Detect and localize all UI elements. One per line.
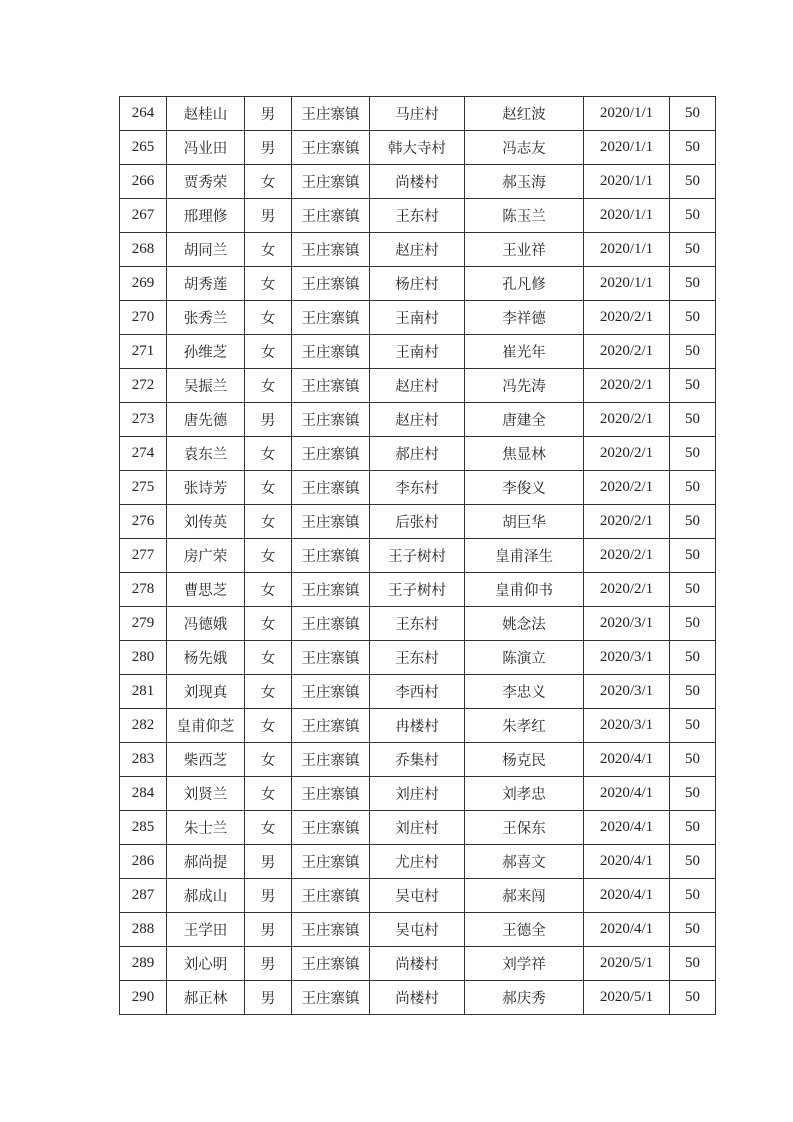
town-cell: 王庄寨镇: [292, 607, 370, 641]
village-cell: 赵庄村: [370, 233, 465, 267]
amount-cell: 50: [670, 641, 716, 675]
table-row: [120, 505, 716, 539]
village-cell: 刘庄村: [370, 777, 465, 811]
village-cell: 王东村: [370, 641, 465, 675]
start-date-cell: 2020/1/1: [584, 267, 670, 301]
person-name-cell: 郝成山: [167, 879, 245, 913]
family-contact-cell: 王保东: [465, 811, 584, 845]
gender-cell: 女: [245, 301, 292, 335]
village-cell: 王子树村: [370, 539, 465, 573]
village-cell: 李西村: [370, 675, 465, 709]
start-date-cell: 2020/1/1: [584, 131, 670, 165]
person-name-cell: 冯德娥: [167, 607, 245, 641]
gender-cell: 男: [245, 947, 292, 981]
village-cell: 韩大寺村: [370, 131, 465, 165]
town-cell: 王庄寨镇: [292, 675, 370, 709]
start-date-cell: 2020/2/1: [584, 369, 670, 403]
village-cell: 王南村: [370, 301, 465, 335]
start-date-cell: 2020/2/1: [584, 301, 670, 335]
person-name-cell: 柴西芝: [167, 743, 245, 777]
town-cell: 王庄寨镇: [292, 403, 370, 437]
table-row: [120, 641, 716, 675]
gender-cell: 男: [245, 879, 292, 913]
family-contact-cell: 刘学祥: [465, 947, 584, 981]
table-row: [120, 675, 716, 709]
gender-cell: 男: [245, 981, 292, 1015]
gender-cell: 女: [245, 777, 292, 811]
person-name-cell: 郝尚提: [167, 845, 245, 879]
table-row: [120, 947, 716, 981]
gender-cell: 男: [245, 913, 292, 947]
village-cell: 王南村: [370, 335, 465, 369]
table-row: [120, 709, 716, 743]
table-row: [120, 199, 716, 233]
person-name-cell: 孙维芝: [167, 335, 245, 369]
amount-cell: 50: [670, 811, 716, 845]
village-cell: 王东村: [370, 607, 465, 641]
row-number-cell: 275: [120, 471, 167, 505]
row-number-cell: 290: [120, 981, 167, 1015]
amount-cell: 50: [670, 97, 716, 131]
amount-cell: 50: [670, 165, 716, 199]
amount-cell: 50: [670, 607, 716, 641]
village-cell: 尚楼村: [370, 165, 465, 199]
start-date-cell: 2020/3/1: [584, 709, 670, 743]
family-contact-cell: 唐建全: [465, 403, 584, 437]
person-name-cell: 朱士兰: [167, 811, 245, 845]
family-contact-cell: 李祥德: [465, 301, 584, 335]
town-cell: 王庄寨镇: [292, 709, 370, 743]
records-table: [119, 96, 716, 1015]
gender-cell: 女: [245, 369, 292, 403]
family-contact-cell: 郝来闯: [465, 879, 584, 913]
amount-cell: 50: [670, 233, 716, 267]
row-number-cell: 289: [120, 947, 167, 981]
village-cell: 后张村: [370, 505, 465, 539]
row-number-cell: 274: [120, 437, 167, 471]
amount-cell: 50: [670, 301, 716, 335]
start-date-cell: 2020/4/1: [584, 913, 670, 947]
town-cell: 王庄寨镇: [292, 777, 370, 811]
person-name-cell: 吴振兰: [167, 369, 245, 403]
row-number-cell: 283: [120, 743, 167, 777]
village-cell: 乔集村: [370, 743, 465, 777]
amount-cell: 50: [670, 743, 716, 777]
row-number-cell: 285: [120, 811, 167, 845]
row-number-cell: 287: [120, 879, 167, 913]
town-cell: 王庄寨镇: [292, 641, 370, 675]
table-row: [120, 233, 716, 267]
family-contact-cell: 王德全: [465, 913, 584, 947]
family-contact-cell: 皇甫仰书: [465, 573, 584, 607]
row-number-cell: 286: [120, 845, 167, 879]
village-cell: 马庄村: [370, 97, 465, 131]
gender-cell: 女: [245, 233, 292, 267]
person-name-cell: 贾秀荣: [167, 165, 245, 199]
family-contact-cell: 崔光年: [465, 335, 584, 369]
gender-cell: 女: [245, 471, 292, 505]
table-row: [120, 471, 716, 505]
village-cell: 吴屯村: [370, 879, 465, 913]
row-number-cell: 282: [120, 709, 167, 743]
amount-cell: 50: [670, 403, 716, 437]
gender-cell: 女: [245, 505, 292, 539]
start-date-cell: 2020/2/1: [584, 539, 670, 573]
family-contact-cell: 李俊义: [465, 471, 584, 505]
family-contact-cell: 焦显林: [465, 437, 584, 471]
gender-cell: 女: [245, 607, 292, 641]
amount-cell: 50: [670, 879, 716, 913]
start-date-cell: 2020/3/1: [584, 675, 670, 709]
town-cell: 王庄寨镇: [292, 267, 370, 301]
start-date-cell: 2020/2/1: [584, 335, 670, 369]
gender-cell: 女: [245, 675, 292, 709]
table-row: [120, 131, 716, 165]
table-row: [120, 607, 716, 641]
row-number-cell: 264: [120, 97, 167, 131]
gender-cell: 女: [245, 573, 292, 607]
village-cell: 王子树村: [370, 573, 465, 607]
village-cell: 尤庄村: [370, 845, 465, 879]
family-contact-cell: 胡巨华: [465, 505, 584, 539]
family-contact-cell: 王业祥: [465, 233, 584, 267]
town-cell: 王庄寨镇: [292, 981, 370, 1015]
records-body: [120, 97, 716, 1015]
table-row: [120, 539, 716, 573]
person-name-cell: 皇甫仰芝: [167, 709, 245, 743]
town-cell: 王庄寨镇: [292, 811, 370, 845]
amount-cell: 50: [670, 505, 716, 539]
family-contact-cell: 皇甫泽生: [465, 539, 584, 573]
table-row: [120, 165, 716, 199]
amount-cell: 50: [670, 539, 716, 573]
table-row: [120, 743, 716, 777]
amount-cell: 50: [670, 845, 716, 879]
person-name-cell: 唐先德: [167, 403, 245, 437]
start-date-cell: 2020/2/1: [584, 471, 670, 505]
town-cell: 王庄寨镇: [292, 845, 370, 879]
row-number-cell: 268: [120, 233, 167, 267]
amount-cell: 50: [670, 913, 716, 947]
family-contact-cell: 李忠义: [465, 675, 584, 709]
row-number-cell: 267: [120, 199, 167, 233]
amount-cell: 50: [670, 709, 716, 743]
gender-cell: 女: [245, 267, 292, 301]
family-contact-cell: 刘孝忠: [465, 777, 584, 811]
person-name-cell: 张诗芳: [167, 471, 245, 505]
row-number-cell: 278: [120, 573, 167, 607]
start-date-cell: 2020/1/1: [584, 165, 670, 199]
table-row: [120, 913, 716, 947]
family-contact-cell: 郝庆秀: [465, 981, 584, 1015]
gender-cell: 男: [245, 199, 292, 233]
row-number-cell: 280: [120, 641, 167, 675]
town-cell: 王庄寨镇: [292, 573, 370, 607]
family-contact-cell: 孔凡修: [465, 267, 584, 301]
town-cell: 王庄寨镇: [292, 131, 370, 165]
gender-cell: 女: [245, 709, 292, 743]
row-number-cell: 272: [120, 369, 167, 403]
row-number-cell: 273: [120, 403, 167, 437]
start-date-cell: 2020/4/1: [584, 743, 670, 777]
gender-cell: 女: [245, 743, 292, 777]
village-cell: 尚楼村: [370, 981, 465, 1015]
person-name-cell: 张秀兰: [167, 301, 245, 335]
start-date-cell: 2020/5/1: [584, 947, 670, 981]
town-cell: 王庄寨镇: [292, 301, 370, 335]
gender-cell: 女: [245, 539, 292, 573]
person-name-cell: 胡秀莲: [167, 267, 245, 301]
table-row: [120, 777, 716, 811]
person-name-cell: 王学田: [167, 913, 245, 947]
start-date-cell: 2020/2/1: [584, 573, 670, 607]
family-contact-cell: 郝喜文: [465, 845, 584, 879]
family-contact-cell: 朱孝红: [465, 709, 584, 743]
table-row: [120, 981, 716, 1015]
amount-cell: 50: [670, 981, 716, 1015]
person-name-cell: 刘现真: [167, 675, 245, 709]
start-date-cell: 2020/1/1: [584, 233, 670, 267]
person-name-cell: 袁东兰: [167, 437, 245, 471]
town-cell: 王庄寨镇: [292, 97, 370, 131]
person-name-cell: 刘贤兰: [167, 777, 245, 811]
person-name-cell: 房广荣: [167, 539, 245, 573]
town-cell: 王庄寨镇: [292, 165, 370, 199]
family-contact-cell: 陈玉兰: [465, 199, 584, 233]
village-cell: 尚楼村: [370, 947, 465, 981]
row-number-cell: 276: [120, 505, 167, 539]
family-contact-cell: 冯先涛: [465, 369, 584, 403]
start-date-cell: 2020/3/1: [584, 641, 670, 675]
town-cell: 王庄寨镇: [292, 233, 370, 267]
row-number-cell: 288: [120, 913, 167, 947]
person-name-cell: 冯业田: [167, 131, 245, 165]
table-row: [120, 879, 716, 913]
amount-cell: 50: [670, 471, 716, 505]
town-cell: 王庄寨镇: [292, 743, 370, 777]
row-number-cell: 270: [120, 301, 167, 335]
amount-cell: 50: [670, 267, 716, 301]
start-date-cell: 2020/4/1: [584, 811, 670, 845]
person-name-cell: 郝正林: [167, 981, 245, 1015]
person-name-cell: 胡同兰: [167, 233, 245, 267]
person-name-cell: 赵桂山: [167, 97, 245, 131]
person-name-cell: 杨先娥: [167, 641, 245, 675]
village-cell: 吴屯村: [370, 913, 465, 947]
amount-cell: 50: [670, 369, 716, 403]
village-cell: 赵庄村: [370, 369, 465, 403]
row-number-cell: 281: [120, 675, 167, 709]
amount-cell: 50: [670, 199, 716, 233]
start-date-cell: 2020/4/1: [584, 845, 670, 879]
village-cell: 王东村: [370, 199, 465, 233]
start-date-cell: 2020/5/1: [584, 981, 670, 1015]
village-cell: 刘庄村: [370, 811, 465, 845]
gender-cell: 女: [245, 811, 292, 845]
town-cell: 王庄寨镇: [292, 471, 370, 505]
town-cell: 王庄寨镇: [292, 437, 370, 471]
row-number-cell: 279: [120, 607, 167, 641]
start-date-cell: 2020/1/1: [584, 97, 670, 131]
person-name-cell: 刘传英: [167, 505, 245, 539]
amount-cell: 50: [670, 335, 716, 369]
village-cell: 冉楼村: [370, 709, 465, 743]
village-cell: 杨庄村: [370, 267, 465, 301]
row-number-cell: 266: [120, 165, 167, 199]
gender-cell: 男: [245, 403, 292, 437]
start-date-cell: 2020/4/1: [584, 879, 670, 913]
start-date-cell: 2020/3/1: [584, 607, 670, 641]
village-cell: 赵庄村: [370, 403, 465, 437]
person-name-cell: 曹思芝: [167, 573, 245, 607]
town-cell: 王庄寨镇: [292, 199, 370, 233]
table-row: [120, 845, 716, 879]
amount-cell: 50: [670, 437, 716, 471]
gender-cell: 女: [245, 165, 292, 199]
family-contact-cell: 陈演立: [465, 641, 584, 675]
town-cell: 王庄寨镇: [292, 879, 370, 913]
family-contact-cell: 姚念法: [465, 607, 584, 641]
table-row: [120, 811, 716, 845]
town-cell: 王庄寨镇: [292, 505, 370, 539]
village-cell: 李东村: [370, 471, 465, 505]
row-number-cell: 277: [120, 539, 167, 573]
start-date-cell: 2020/2/1: [584, 437, 670, 471]
table-row: [120, 369, 716, 403]
start-date-cell: 2020/1/1: [584, 199, 670, 233]
amount-cell: 50: [670, 777, 716, 811]
person-name-cell: 刘心明: [167, 947, 245, 981]
town-cell: 王庄寨镇: [292, 369, 370, 403]
gender-cell: 男: [245, 131, 292, 165]
amount-cell: 50: [670, 947, 716, 981]
family-contact-cell: 郝玉海: [465, 165, 584, 199]
row-number-cell: 284: [120, 777, 167, 811]
family-contact-cell: 杨克民: [465, 743, 584, 777]
town-cell: 王庄寨镇: [292, 335, 370, 369]
table-row: [120, 267, 716, 301]
amount-cell: 50: [670, 573, 716, 607]
amount-cell: 50: [670, 675, 716, 709]
gender-cell: 女: [245, 641, 292, 675]
gender-cell: 男: [245, 97, 292, 131]
town-cell: 王庄寨镇: [292, 539, 370, 573]
family-contact-cell: 冯志友: [465, 131, 584, 165]
village-cell: 郝庄村: [370, 437, 465, 471]
gender-cell: 女: [245, 437, 292, 471]
row-number-cell: 269: [120, 267, 167, 301]
start-date-cell: 2020/2/1: [584, 403, 670, 437]
table-row: [120, 97, 716, 131]
amount-cell: 50: [670, 131, 716, 165]
person-name-cell: 邢理修: [167, 199, 245, 233]
table-row: [120, 335, 716, 369]
start-date-cell: 2020/4/1: [584, 777, 670, 811]
gender-cell: 男: [245, 845, 292, 879]
family-contact-cell: 赵红波: [465, 97, 584, 131]
start-date-cell: 2020/2/1: [584, 505, 670, 539]
row-number-cell: 265: [120, 131, 167, 165]
table-row: [120, 573, 716, 607]
town-cell: 王庄寨镇: [292, 913, 370, 947]
town-cell: 王庄寨镇: [292, 947, 370, 981]
table-row: [120, 437, 716, 471]
table-row: [120, 301, 716, 335]
gender-cell: 女: [245, 335, 292, 369]
table-row: [120, 403, 716, 437]
row-number-cell: 271: [120, 335, 167, 369]
